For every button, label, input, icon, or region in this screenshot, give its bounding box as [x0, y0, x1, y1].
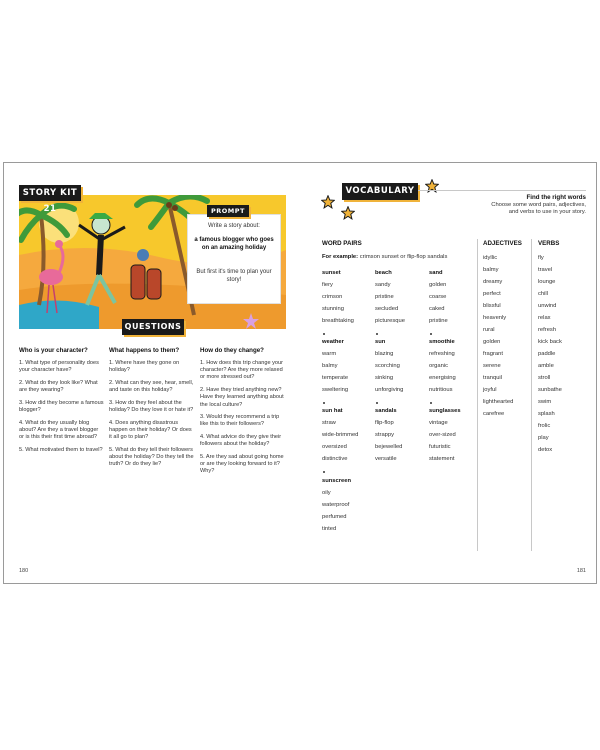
- star-icon: [341, 206, 355, 220]
- word-item: oversized: [322, 444, 347, 450]
- word-item: sandy: [375, 282, 391, 288]
- prompt-box: [187, 214, 281, 304]
- word-item: distinctive: [322, 456, 348, 462]
- bullet: [430, 402, 432, 404]
- word-item: nutritious: [429, 387, 453, 393]
- question-item: 4. What do they usually blog about? Are they a travel blogger or is this their first time abroad?: [19, 419, 99, 441]
- questions-label: QUESTIONS: [122, 319, 184, 335]
- adjective-item: carefree: [483, 411, 505, 417]
- adjective-item: perfect: [483, 291, 501, 297]
- word-item: refreshing: [429, 351, 455, 357]
- question-item: 4. What advice do they give their followers about the holiday?: [200, 434, 282, 448]
- adjective-item: blissful: [483, 303, 501, 309]
- question-item: 2. What can they see, hear, smell, and taste on this holiday?: [109, 379, 194, 394]
- question-column-1: [19, 360, 104, 460]
- verb-item: amble: [538, 363, 554, 369]
- example-label: For example:: [322, 254, 359, 260]
- verb-item: lounge: [538, 279, 556, 285]
- bullet: [430, 333, 432, 335]
- question-item: 3. How do they feel about the holiday? Do they love it or hate it?: [109, 399, 194, 414]
- question-item: 5. Are they sad about going home or are they looking forward to it? Why?: [200, 454, 284, 475]
- question-column-2-heading: What happens to them?: [109, 347, 180, 354]
- word-item: temperate: [322, 375, 349, 381]
- prompt-bold: a famous blogger who goes on an amazing holiday: [194, 237, 274, 251]
- question-item: 1. How does this trip change your character? Are they more relaxed or more stressed out?: [200, 360, 284, 381]
- find-words-title: Find the right words: [526, 194, 586, 201]
- word-item: straw: [322, 420, 336, 426]
- page-number-left: 180: [19, 568, 29, 574]
- word-item: bejewelled: [375, 444, 403, 450]
- example-text: crimson sunset or flip-flop sandals: [359, 254, 448, 260]
- word-item: picturesque: [375, 318, 405, 324]
- word-item: golden: [429, 282, 447, 288]
- word-pairs-heading: WORD PAIRS: [322, 240, 362, 247]
- question-column-3-heading: How do they change?: [200, 347, 264, 354]
- verb-item: play: [538, 435, 549, 441]
- adjective-item: balmy: [483, 267, 499, 273]
- adjective-item: dreamy: [483, 279, 503, 285]
- word-group-head: sunset: [322, 270, 341, 276]
- verb-item: sunbathe: [538, 387, 562, 393]
- word-item: oily: [322, 490, 331, 496]
- word-item: organic: [429, 363, 449, 369]
- story-kit-label: STORY KIT 21: [19, 185, 81, 201]
- column-divider: [477, 239, 478, 551]
- word-group-head: sandals: [375, 408, 397, 414]
- word-item: sweltering: [322, 387, 349, 393]
- adjective-item: golden: [483, 339, 501, 345]
- vocabulary-label: VOCABULARY: [342, 183, 418, 200]
- word-item: sinking: [375, 375, 394, 381]
- adjective-item: lighthearted: [483, 399, 514, 405]
- word-item: unforgiving: [375, 387, 404, 393]
- bullet: [376, 333, 378, 335]
- verb-item: relax: [538, 315, 551, 321]
- word-item: scorching: [375, 363, 400, 369]
- question-column-2: [109, 360, 194, 474]
- adjective-item: fragrant: [483, 351, 503, 357]
- verb-item: detox: [538, 447, 553, 453]
- bullet: [376, 402, 378, 404]
- bullet: [323, 402, 325, 404]
- book-spread: [3, 162, 597, 584]
- word-group-head: sand: [429, 270, 443, 276]
- page-number-right: 181: [576, 568, 586, 574]
- right-page: [301, 163, 596, 583]
- word-item: waterproof: [322, 502, 350, 508]
- word-group-head: sun: [375, 339, 386, 345]
- word-item: versatile: [375, 456, 397, 462]
- vocabulary-rule: [418, 190, 586, 191]
- word-item: breathtaking: [322, 318, 354, 324]
- word-group-head: sunglasses: [429, 408, 461, 414]
- prompt-label: PROMPT: [207, 205, 249, 217]
- question-item: 4. Does anything disastrous happen on their holiday? Or does it all go to plan?: [109, 419, 192, 441]
- word-group-head: beach: [375, 270, 392, 276]
- verb-item: paddle: [538, 351, 556, 357]
- word-item: warm: [322, 351, 337, 357]
- verb-item: stroll: [538, 375, 551, 381]
- question-item: 1. What type of personality does your character have?: [19, 360, 99, 374]
- adjective-item: idyllic: [483, 255, 498, 261]
- word-group-head: smoothie: [429, 339, 455, 345]
- word-item: secluded: [375, 306, 399, 312]
- word-item: futuristic: [429, 444, 451, 450]
- word-item: strappy: [375, 432, 395, 438]
- word-item: pristine: [375, 294, 394, 300]
- word-group-head: sunscreen: [322, 478, 351, 484]
- prompt-line2: But first it's time to plan your story!: [196, 269, 272, 283]
- word-pairs-example: [322, 254, 447, 260]
- question-item: 5. What do they tell their followers about the holiday? Do they tell the truth? Or do they lie?: [109, 446, 194, 468]
- column-divider: [531, 239, 532, 551]
- question-column-3: [200, 360, 285, 481]
- word-item: stunning: [322, 306, 344, 312]
- verb-item: chill: [538, 291, 548, 297]
- word-item: coarse: [429, 294, 447, 300]
- adjective-item: serene: [483, 363, 501, 369]
- word-item: flip-flop: [375, 420, 394, 426]
- question-item: 3. How did they become a famous blogger?: [19, 399, 104, 414]
- question-item: 1. Where have they gone on holiday?: [109, 360, 180, 374]
- bullet: [323, 471, 325, 473]
- bullet: [323, 333, 325, 335]
- word-item: perfumed: [322, 514, 347, 520]
- verb-item: travel: [538, 267, 553, 273]
- word-item: blazing: [375, 351, 394, 357]
- word-item: vintage: [429, 420, 448, 426]
- find-words-line2: and verbs to use in your story.: [508, 209, 586, 215]
- word-item: crimson: [322, 294, 343, 300]
- adjective-item: tranquil: [483, 375, 503, 381]
- word-item: fiery: [322, 282, 333, 288]
- word-item: caked: [429, 306, 445, 312]
- word-item: pristine: [429, 318, 448, 324]
- adjectives-heading: ADJECTIVES: [483, 240, 522, 247]
- prompt-line1: Write a story about:: [208, 223, 260, 229]
- word-item: balmy: [322, 363, 338, 369]
- verb-item: fly: [538, 255, 544, 261]
- word-item: statement: [429, 456, 455, 462]
- question-item: 5. What motivated them to travel?: [19, 446, 103, 453]
- verb-item: refresh: [538, 327, 557, 333]
- verbs-heading: VERBS: [538, 240, 560, 247]
- word-item: wide-brimmed: [322, 432, 359, 438]
- word-item: tinted: [322, 526, 337, 532]
- adjective-item: rural: [483, 327, 495, 333]
- word-group-head: sun hat: [322, 408, 343, 414]
- word-group-head: weather: [322, 339, 344, 345]
- star-icon: [321, 195, 335, 209]
- verb-item: unwind: [538, 303, 557, 309]
- word-item: energising: [429, 375, 456, 381]
- verb-item: splash: [538, 411, 555, 417]
- question-column-1-heading: Who is your character?: [19, 347, 88, 354]
- find-words-line1: Choose some word pairs, adjectives,: [491, 202, 586, 208]
- verb-item: kick back: [538, 339, 562, 345]
- verb-item: frolic: [538, 423, 551, 429]
- adjective-item: joyful: [483, 387, 497, 393]
- question-item: 3. Would they recommend a trip like this to their followers?: [200, 414, 280, 428]
- verb-item: swim: [538, 399, 552, 405]
- word-item: over-sized: [429, 432, 456, 438]
- question-item: 2. Have they tried anything new? Have they learned anything about the local culture?: [200, 387, 284, 408]
- adjective-item: heavenly: [483, 315, 507, 321]
- question-item: 2. What do they look like? What are they wearing?: [19, 379, 98, 394]
- left-page: [4, 163, 301, 583]
